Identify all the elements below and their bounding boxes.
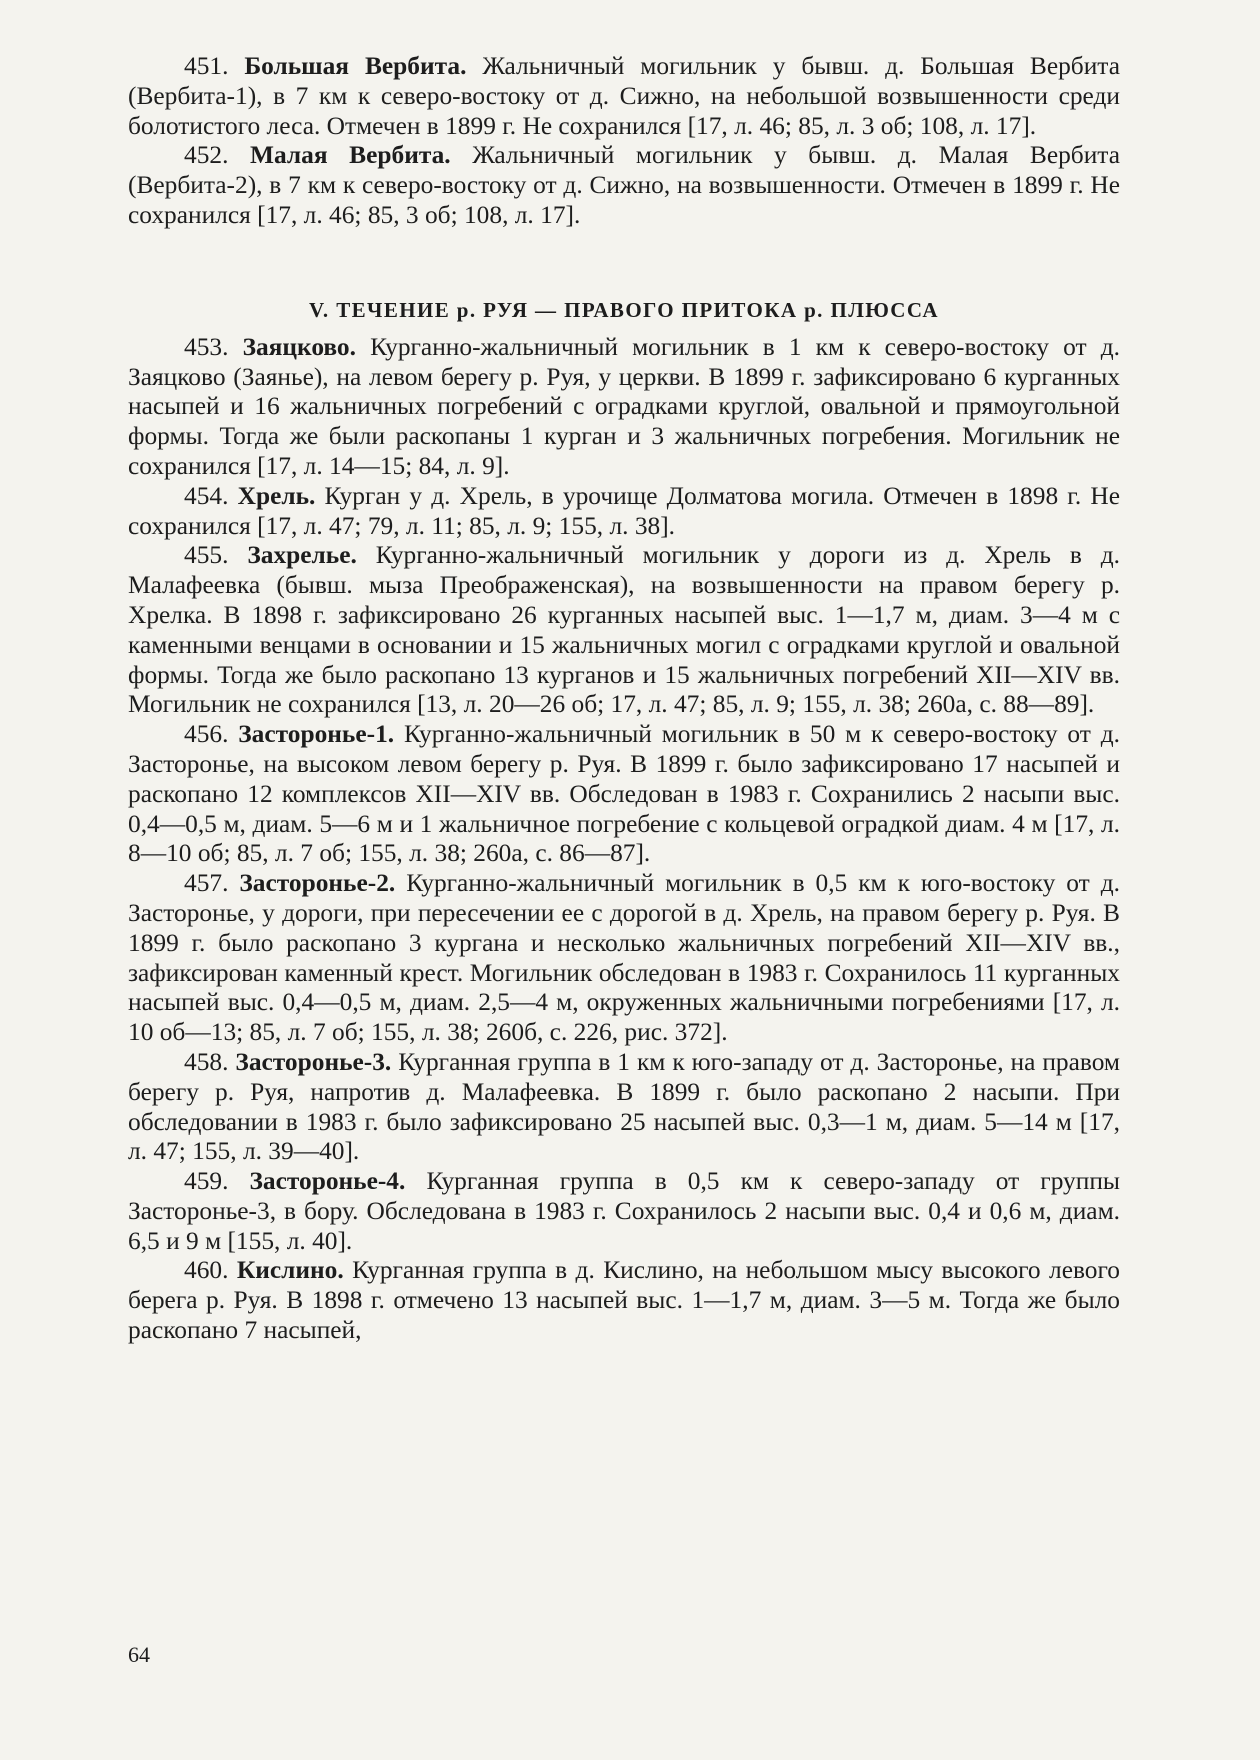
entry-text: Курганно-жальничный могильник в 1 км к северо-востоку от д. Заяцково (Заянье), на левом берегу р. Руя, у церкви. В 1899 г. зафиксировано 6 курганных насыпей и 16 жальничных погребений с оградками круглой, овальной и прямоугольной формы. Тогда же были раскопаны 1 курган и 3 жальничных погребения. Могильник не сохранился [17, л. 14—15; 84, л. 9].: [128, 332, 1120, 480]
entry-text: Жальничный могильник у бывш. д. Большая Вербита (Вербита-1), в 7 км к северо-востоку от д. Сижно, на небольшой возвышенности среди болотистого леса. Отмечен в 1899 г. Не сохранился [17, л. 46; 85, л. 3 об; 108, л. 17].: [128, 52, 1120, 140]
entry-text: Курганно-жальничный могильник у дороги из д. Хрель в д. Малафеевка (бывш. мыза Преображенская), на возвышенности на правом берегу р. Хрелка. В 1898 г. зафиксировано 26 курганных насыпей выс. 1—1,7 м, диам. 3—4 м с каменными венцами в основании и 15 жальничных могил с оградками круглой и овальной формы. Тогда же было раскопано 13 курганов и 15 жальничных погребений XII—XIV вв. Могильник не сохранился [13, л. 20—26 об; 17, л. 47; 85, л. 9; 155, л. 38; 260а, с. 88—89].: [128, 541, 1121, 719]
entry-name: Большая Вербита.: [244, 52, 467, 80]
page-number: 64: [128, 1642, 150, 1667]
entry-453: [128, 333, 1120, 482]
entry-number: 453.: [184, 332, 229, 361]
entry-text: Курганно-жальничный могильник в 50 м к северо-востоку от д. Засторонье, на высоком левом берегу р. Руя. В 1899 г. было зафиксировано 17 насыпей и раскопано 12 комплексов XII—XIV вв. Обследован в 1983 г. Сохранились 2 насыпи выс. 0,4—0,5 м, диам. 5—6 м и 1 жальничное погребение с кольцевой оградкой диам. 4 м [17, л. 8—10 об; 85, л. 7 об; 155, л. 38; 260а, с. 86—87].: [128, 720, 1120, 868]
entry-number: 459.: [184, 1167, 229, 1196]
entry-text: Курганно-жальничный могильник в 0,5 км к юго-востоку от д. Засторонье, у дороги, при пересечении ее с дорогой в д. Хрель, на правом берегу р. Руя. В 1899 г. было раскопано 3 кургана и несколько жальничных погребений XII—XIV вв., зафиксирован каменный крест. Могильник обследован в 1983 г. Сохранилось 11 курганных насыпей выс. 0,4—0,5 м, диам. 2,5—4 м, окруженных жальничными погребениями [17, л. 10 об—13; 85, л. 7 об; 155, л. 38; 260б, с. 226, рис. 372].: [128, 869, 1120, 1047]
entry-number: 451.: [184, 52, 229, 80]
entry-number: 458.: [184, 1047, 229, 1076]
entry-452: [128, 141, 1120, 230]
entry-454: [128, 482, 1120, 542]
entry-451: [128, 52, 1120, 141]
entry-number: 457.: [184, 869, 229, 898]
entry-name: Заяцково.: [242, 332, 356, 361]
section-spacer: [128, 231, 1120, 295]
entry-456: [128, 720, 1120, 869]
entry-number: 455.: [184, 541, 229, 570]
entry-455: [128, 541, 1120, 720]
entry-458: [128, 1048, 1120, 1167]
entry-name: Хрель.: [237, 481, 316, 510]
entry-name: Засторонье-3.: [235, 1047, 392, 1076]
entry-459: [128, 1167, 1120, 1256]
entry-number: 452.: [184, 141, 229, 170]
entry-name: Малая Вербита.: [250, 141, 451, 170]
entry-name: Кислино.: [236, 1256, 344, 1285]
entry-460: [128, 1256, 1120, 1345]
section-title: V. ТЕЧЕНИЕ р. РУЯ — ПРАВОГО ПРИТОКА р. ПЛЮССА: [309, 297, 939, 322]
entry-text: Жальничный могильник у бывш. д. Малая Вербита (Вербита-2), в 7 км к северо-востоку от д. Сижно, на возвышенности. Отмечен в 1899 г. Не сохранился [17, л. 46; 85, 3 об; 108, л. 17].: [128, 141, 1120, 229]
document-page: [128, 52, 1120, 1346]
entry-number: 460.: [184, 1256, 229, 1285]
entry-457: [128, 869, 1120, 1048]
entry-text: Курганная группа в 1 км к юго-западу от д. Засторонье, на правом берегу р. Руя, напротив д. Малафеевка. В 1899 г. было раскопано 2 насыпи. При обследовании в 1983 г. было зафиксировано 25 насыпей выс. 0,3—1 м, диам. 5—14 м [17, л. 47; 155, л. 39—40].: [128, 1047, 1120, 1166]
entry-name: Засторонье-1.: [238, 720, 395, 749]
entry-name: Засторонье-4.: [249, 1167, 406, 1196]
entry-number: 456.: [184, 720, 229, 749]
entry-text: Курганная группа в д. Кислино, на небольшом мысу высокого левого берега р. Руя. В 1898 г. отмечено 13 насыпей выс. 1—1,7 м, диам. 3—5 м. Тогда же было раскопано 7 насыпей,: [128, 1256, 1120, 1345]
entry-text: Курган у д. Хрель, в урочище Долматова могила. Отмечен в 1898 г. Не сохранился [17, л. 47; 79, л. 11; 85, л. 9; 155, л. 38].: [128, 481, 1120, 540]
entry-text: Курганная группа в 0,5 км к северо-западу от группы Засторонье-3, в бору. Обследована в 1983 г. Сохранилось 2 насыпи выс. 0,4 и 0,6 м, диам. 6,5 и 9 м [155, л. 40].: [128, 1167, 1120, 1255]
entry-name: Засторонье-2.: [239, 869, 396, 898]
entry-name: Захрелье.: [247, 541, 357, 570]
entry-number: 454.: [184, 481, 229, 510]
